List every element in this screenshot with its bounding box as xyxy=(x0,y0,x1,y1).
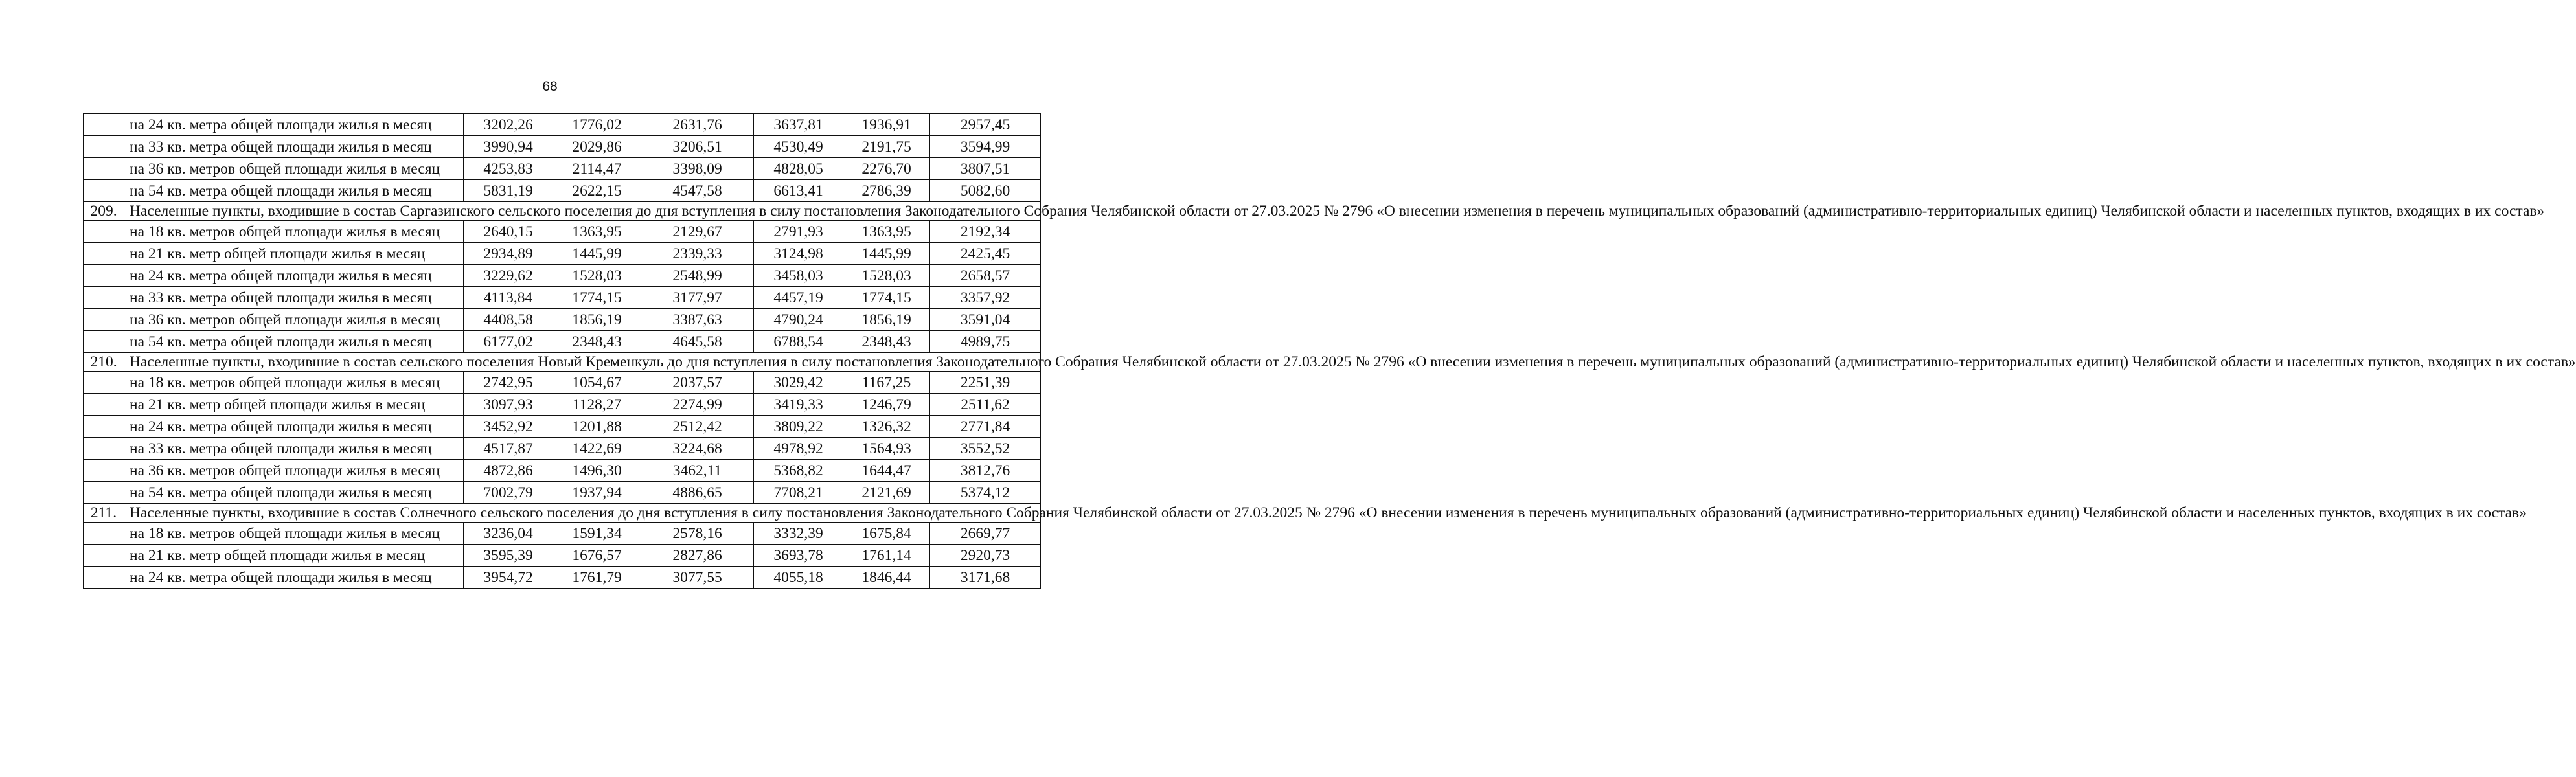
row-label: на 24 кв. метра общей площади жилья в месяц xyxy=(124,567,464,589)
row-number-cell xyxy=(84,180,124,202)
value-cell: 3591,04 xyxy=(930,309,1041,331)
value-cell: 4547,58 xyxy=(641,180,754,202)
section-header-row xyxy=(84,353,1041,372)
value-cell: 1676,57 xyxy=(553,545,641,567)
row-number-cell xyxy=(84,265,124,287)
value-cell: 3332,39 xyxy=(754,523,843,545)
table-row xyxy=(84,265,1041,287)
value-cell: 1422,69 xyxy=(553,438,641,460)
value-cell: 3077,55 xyxy=(641,567,754,589)
tariff-table xyxy=(83,113,2576,589)
value-cell: 3236,04 xyxy=(464,523,553,545)
row-label: на 36 кв. метров общей площади жилья в месяц xyxy=(124,309,464,331)
value-cell: 4408,58 xyxy=(464,309,553,331)
value-cell: 5082,60 xyxy=(930,180,1041,202)
value-cell: 2631,76 xyxy=(641,114,754,136)
row-label: на 21 кв. метр общей площади жилья в месяц xyxy=(124,394,464,416)
value-cell: 3452,92 xyxy=(464,416,553,438)
row-label: на 18 кв. метров общей площади жилья в месяц xyxy=(124,372,464,394)
value-cell: 1761,79 xyxy=(553,567,641,589)
value-cell: 3177,97 xyxy=(641,287,754,309)
value-cell: 1496,30 xyxy=(553,460,641,482)
value-cell: 3637,81 xyxy=(754,114,843,136)
value-cell: 4457,19 xyxy=(754,287,843,309)
value-cell: 3693,78 xyxy=(754,545,843,567)
row-number-cell xyxy=(84,567,124,589)
value-cell: 3387,63 xyxy=(641,309,754,331)
row-label: на 21 кв. метр общей площади жилья в месяц xyxy=(124,545,464,567)
value-cell: 4253,83 xyxy=(464,158,553,180)
value-cell: 4517,87 xyxy=(464,438,553,460)
value-cell: 3812,76 xyxy=(930,460,1041,482)
table-row xyxy=(84,460,1041,482)
section-number: 211. xyxy=(84,504,124,523)
table-row xyxy=(84,372,1041,394)
row-number-cell xyxy=(84,438,124,460)
row-label: на 36 кв. метров общей площади жилья в месяц xyxy=(124,460,464,482)
value-cell: 2578,16 xyxy=(641,523,754,545)
table-row xyxy=(84,545,1041,567)
value-cell: 2348,43 xyxy=(553,331,641,353)
row-number-cell xyxy=(84,158,124,180)
value-cell: 3595,39 xyxy=(464,545,553,567)
section-description: Населенные пункты, входившие в состав Солнечного сельского поселения до дня вступления в силу постановления Законодательного Собрания Челябинской области от 27.03.2025 № 2796 «О внесении изменения в перечень муниципальных образований (административно-территориальных единиц) Челябинской области и населенных пунктов, входящих в их состав» xyxy=(124,504,1041,523)
value-cell: 3594,99 xyxy=(930,136,1041,158)
row-number-cell xyxy=(84,416,124,438)
value-cell: 1246,79 xyxy=(843,394,930,416)
value-cell: 1445,99 xyxy=(553,243,641,265)
value-cell: 2640,15 xyxy=(464,221,553,243)
value-cell: 1363,95 xyxy=(553,221,641,243)
table-row xyxy=(84,180,1041,202)
row-label: на 33 кв. метра общей площади жилья в месяц xyxy=(124,287,464,309)
value-cell: 1774,15 xyxy=(843,287,930,309)
table-row xyxy=(84,221,1041,243)
section-number: 210. xyxy=(84,353,124,372)
value-cell: 2548,99 xyxy=(641,265,754,287)
row-number-cell xyxy=(84,394,124,416)
value-cell: 1846,44 xyxy=(843,567,930,589)
value-cell: 2511,62 xyxy=(930,394,1041,416)
value-cell: 4989,75 xyxy=(930,331,1041,353)
value-cell: 3224,68 xyxy=(641,438,754,460)
value-cell: 3552,52 xyxy=(930,438,1041,460)
table-row xyxy=(84,331,1041,353)
table-row xyxy=(84,567,1041,589)
row-label: на 33 кв. метра общей площади жилья в месяц xyxy=(124,136,464,158)
value-cell: 4978,92 xyxy=(754,438,843,460)
value-cell: 7002,79 xyxy=(464,482,553,504)
value-cell: 4886,65 xyxy=(641,482,754,504)
value-cell: 6788,54 xyxy=(754,331,843,353)
value-cell: 1128,27 xyxy=(553,394,641,416)
value-cell: 3229,62 xyxy=(464,265,553,287)
value-cell: 2121,69 xyxy=(843,482,930,504)
value-cell: 3462,11 xyxy=(641,460,754,482)
value-cell: 2191,75 xyxy=(843,136,930,158)
value-cell: 2114,47 xyxy=(553,158,641,180)
value-cell: 3097,93 xyxy=(464,394,553,416)
value-cell: 1936,91 xyxy=(843,114,930,136)
value-cell: 2037,57 xyxy=(641,372,754,394)
row-label: на 54 кв. метра общей площади жилья в месяц xyxy=(124,180,464,202)
value-cell: 2658,57 xyxy=(930,265,1041,287)
value-cell: 4790,24 xyxy=(754,309,843,331)
page-number: 68 xyxy=(542,79,558,94)
value-cell: 2771,84 xyxy=(930,416,1041,438)
value-cell: 2348,43 xyxy=(843,331,930,353)
value-cell: 1675,84 xyxy=(843,523,930,545)
row-label: на 24 кв. метра общей площади жилья в месяц xyxy=(124,416,464,438)
value-cell: 2934,89 xyxy=(464,243,553,265)
value-cell: 1167,25 xyxy=(843,372,930,394)
value-cell: 4872,86 xyxy=(464,460,553,482)
row-number-cell xyxy=(84,243,124,265)
value-cell: 2129,67 xyxy=(641,221,754,243)
table-row xyxy=(84,158,1041,180)
table-row xyxy=(84,114,1041,136)
value-cell: 2957,45 xyxy=(930,114,1041,136)
row-label: на 54 кв. метра общей площади жилья в месяц xyxy=(124,331,464,353)
value-cell: 3419,33 xyxy=(754,394,843,416)
section-header-row xyxy=(84,202,1041,221)
table-row xyxy=(84,438,1041,460)
value-cell: 1445,99 xyxy=(843,243,930,265)
value-cell: 4055,18 xyxy=(754,567,843,589)
value-cell: 3357,92 xyxy=(930,287,1041,309)
value-cell: 2251,39 xyxy=(930,372,1041,394)
row-number-cell xyxy=(84,136,124,158)
row-number-cell xyxy=(84,545,124,567)
row-label: на 36 кв. метров общей площади жилья в месяц xyxy=(124,158,464,180)
row-label: на 18 кв. метров общей площади жилья в месяц xyxy=(124,221,464,243)
value-cell: 2786,39 xyxy=(843,180,930,202)
value-cell: 3202,26 xyxy=(464,114,553,136)
value-cell: 1937,94 xyxy=(553,482,641,504)
value-cell: 2920,73 xyxy=(930,545,1041,567)
value-cell: 2192,34 xyxy=(930,221,1041,243)
value-cell: 1776,02 xyxy=(553,114,641,136)
value-cell: 3171,68 xyxy=(930,567,1041,589)
value-cell: 2791,93 xyxy=(754,221,843,243)
value-cell: 1856,19 xyxy=(843,309,930,331)
row-label: на 21 кв. метр общей площади жилья в месяц xyxy=(124,243,464,265)
table-row xyxy=(84,309,1041,331)
value-cell: 2622,15 xyxy=(553,180,641,202)
value-cell: 3809,22 xyxy=(754,416,843,438)
value-cell: 3458,03 xyxy=(754,265,843,287)
value-cell: 2276,70 xyxy=(843,158,930,180)
value-cell: 2425,45 xyxy=(930,243,1041,265)
value-cell: 5831,19 xyxy=(464,180,553,202)
row-number-cell xyxy=(84,482,124,504)
value-cell: 4530,49 xyxy=(754,136,843,158)
value-cell: 5374,12 xyxy=(930,482,1041,504)
row-label: на 54 кв. метра общей площади жилья в месяц xyxy=(124,482,464,504)
value-cell: 1528,03 xyxy=(843,265,930,287)
row-number-cell xyxy=(84,331,124,353)
section-description: Населенные пункты, входившие в состав сельского поселения Новый Кременкуль до дня вступления в силу постановления Законодательного Собрания Челябинской области от 27.03.2025 № 2796 «О внесении изменения в перечень муниципальных образований (административно-территориальных единиц) Челябинской области и населенных пунктов, входящих в их состав» xyxy=(124,353,1041,372)
value-cell: 4113,84 xyxy=(464,287,553,309)
value-cell: 1761,14 xyxy=(843,545,930,567)
row-label: на 24 кв. метра общей площади жилья в месяц xyxy=(124,265,464,287)
table-body xyxy=(84,114,2576,589)
table-row xyxy=(84,523,1041,545)
table-row xyxy=(84,136,1041,158)
section-description: Населенные пункты, входившие в состав Саргазинского сельского поселения до дня вступления в силу постановления Законодательного Собрания Челябинской области от 27.03.2025 № 2796 «О внесении изменения в перечень муниципальных образований (административно-территориальных единиц) Челябинской области и населенных пунктов, входящих в их состав» xyxy=(124,202,1041,221)
row-number-cell xyxy=(84,523,124,545)
row-number-cell xyxy=(84,114,124,136)
table-row xyxy=(84,287,1041,309)
value-cell: 3990,94 xyxy=(464,136,553,158)
value-cell: 1644,47 xyxy=(843,460,930,482)
value-cell: 4828,05 xyxy=(754,158,843,180)
value-cell: 2029,86 xyxy=(553,136,641,158)
value-cell: 1363,95 xyxy=(843,221,930,243)
row-number-cell xyxy=(84,460,124,482)
value-cell: 2512,42 xyxy=(641,416,754,438)
value-cell: 1326,32 xyxy=(843,416,930,438)
value-cell: 7708,21 xyxy=(754,482,843,504)
value-cell: 2669,77 xyxy=(930,523,1041,545)
value-cell: 3398,09 xyxy=(641,158,754,180)
value-cell: 1774,15 xyxy=(553,287,641,309)
value-cell: 3029,42 xyxy=(754,372,843,394)
value-cell: 2827,86 xyxy=(641,545,754,567)
table-row xyxy=(84,482,1041,504)
section-number: 209. xyxy=(84,202,124,221)
row-number-cell xyxy=(84,372,124,394)
table-row xyxy=(84,416,1041,438)
value-cell: 5368,82 xyxy=(754,460,843,482)
row-number-cell xyxy=(84,221,124,243)
value-cell: 6177,02 xyxy=(464,331,553,353)
table-row xyxy=(84,243,1041,265)
value-cell: 3954,72 xyxy=(464,567,553,589)
row-number-cell xyxy=(84,287,124,309)
value-cell: 1528,03 xyxy=(553,265,641,287)
value-cell: 1054,67 xyxy=(553,372,641,394)
value-cell: 3807,51 xyxy=(930,158,1041,180)
value-cell: 2742,95 xyxy=(464,372,553,394)
value-cell: 3124,98 xyxy=(754,243,843,265)
value-cell: 2339,33 xyxy=(641,243,754,265)
table-row xyxy=(84,394,1041,416)
value-cell: 4645,58 xyxy=(641,331,754,353)
row-label: на 33 кв. метра общей площади жилья в месяц xyxy=(124,438,464,460)
value-cell: 1564,93 xyxy=(843,438,930,460)
value-cell: 3206,51 xyxy=(641,136,754,158)
row-label: на 24 кв. метра общей площади жилья в месяц xyxy=(124,114,464,136)
row-number-cell xyxy=(84,309,124,331)
value-cell: 2274,99 xyxy=(641,394,754,416)
value-cell: 1591,34 xyxy=(553,523,641,545)
value-cell: 1856,19 xyxy=(553,309,641,331)
row-label: на 18 кв. метров общей площади жилья в месяц xyxy=(124,523,464,545)
section-header-row xyxy=(84,504,1041,523)
value-cell: 1201,88 xyxy=(553,416,641,438)
value-cell: 6613,41 xyxy=(754,180,843,202)
